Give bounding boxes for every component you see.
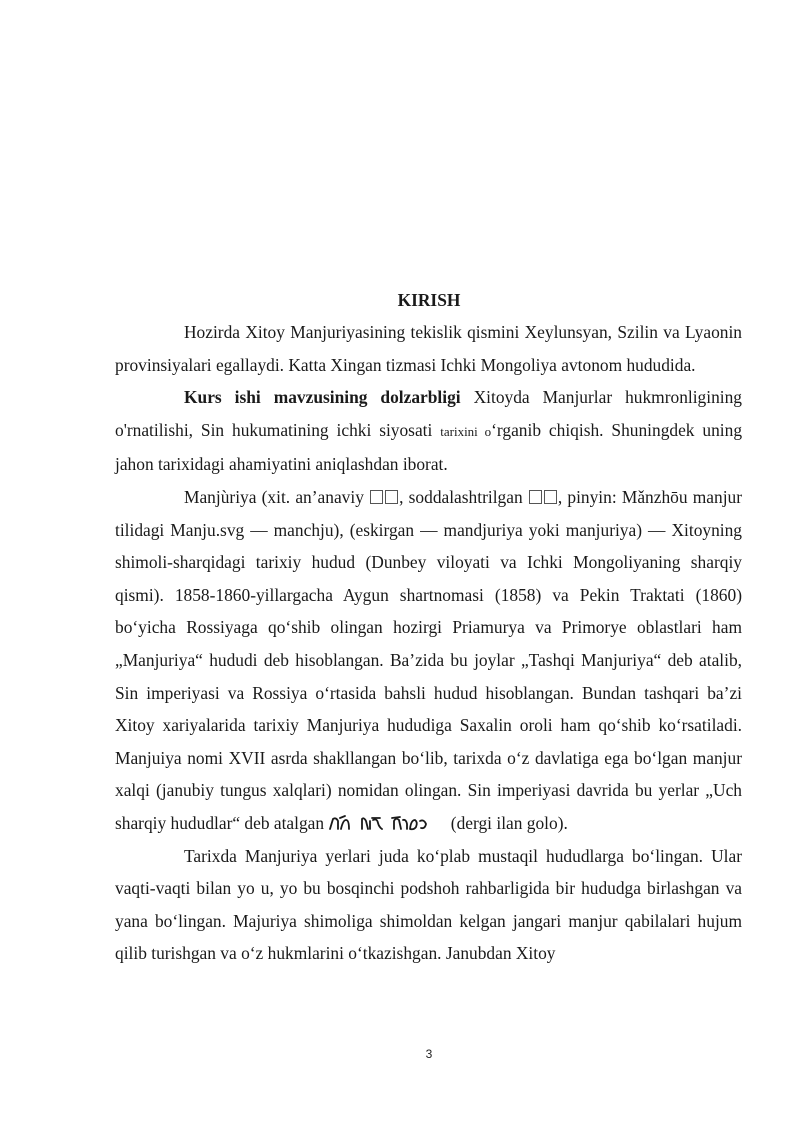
page-number: 3 xyxy=(425,1047,433,1061)
missing-glyph-icon xyxy=(370,490,383,504)
missing-glyph-icon xyxy=(385,490,398,504)
paragraph-relevance xyxy=(115,381,742,481)
manchu-script-icon xyxy=(328,815,446,833)
manchuria-text-d: (dergi ilan golo). xyxy=(446,812,568,833)
relevance-text-small: tarixini o xyxy=(440,423,492,439)
body-text xyxy=(115,316,742,970)
paragraph-intro: Hozirda Xitoy Manjuriyasining tekislik qismini Xeylunsyan, Szilin va Lyaonin provinsiyalari egallaydi. Katta Xingan tizmasi Ichki Mongoliya avtonom hududida. xyxy=(115,322,742,375)
paragraph-history: Tarixda Manjuriya yerlari juda ko‘plab mustaqil hududlarga bo‘lingan. Ular vaqti-vaqti bilan yo u, yo bu bosqinchi podshoh rahbarligida bir hududga birlashgan va yana bo‘lingan. Majuriya shimoliga shimoldan kelgan jangari manjur qabilalari hujum qilib turishgan va o‘z hukmlarini o‘tkazishgan. Janubdan Xitoy xyxy=(115,845,742,964)
relevance-label: Kurs ishi mavzusining dolzarbligi xyxy=(184,387,461,408)
relevance-text-a: Xitoyda Manjurlar hukmronligining o'rnatilishi, Sin hukumatining ichki siyosati xyxy=(115,387,742,440)
manchuria-text-c: , pinyin: Mǎnzhōu manjur tilidagi Manju.svg — manchju), (eskirgan — mandjuriya yoki manjuriya) — Xitoyning shimoli-sharqidagi tarixiy hudud (Dunbey viloyati va Ichki Mongoliyaning sharqiy qismi). 1858-1860-yillargacha Aygun shartnomasi (1858) va Pekin Traktati (1860) bo‘yicha Rossiyaga qo‘shib olingan hozirgi Priamurya va Primorye oblastlari ham „Manjuriya“ hududi deb hisoblangan. Ba’zida bu joylar „Tashqi Manjuriya“ deb atalib, Sin imperiyasi va Rossiya o‘rtasida bahsli hudud hisoblangan. Bundan tashqari ba’zi Xitoy xariyalarida tarixiy Manjuriya hududiga Saxalin oroli ham qo‘shib ko‘rsatiladi. Manjuiya nomi XVII asrda shakllangan bo‘lib, tarixda o‘z davlatiga ega bo‘lgan manjur xalqi (janubiy tungus xalqlari) nomidan olingan. Sin imperiyasi davrida bu yerlar „Uch sharqiy hududlar“ deb atalgan xyxy=(115,486,743,833)
missing-glyph-icon xyxy=(544,490,557,504)
manchuria-text-a: Manjùriya (xit. an’anaviy xyxy=(184,486,370,507)
missing-glyph-icon xyxy=(529,490,542,504)
paragraph-manchuria xyxy=(115,481,742,840)
section-heading: KIRISH xyxy=(397,290,461,310)
manchuria-text-b: , soddalashtrilgan xyxy=(399,486,528,507)
relevance-text-b: ‘rganib chiqish. Shuningdek uning jahon tarixidagi ahamiyatini aniqlashdan iborat. xyxy=(115,419,743,475)
